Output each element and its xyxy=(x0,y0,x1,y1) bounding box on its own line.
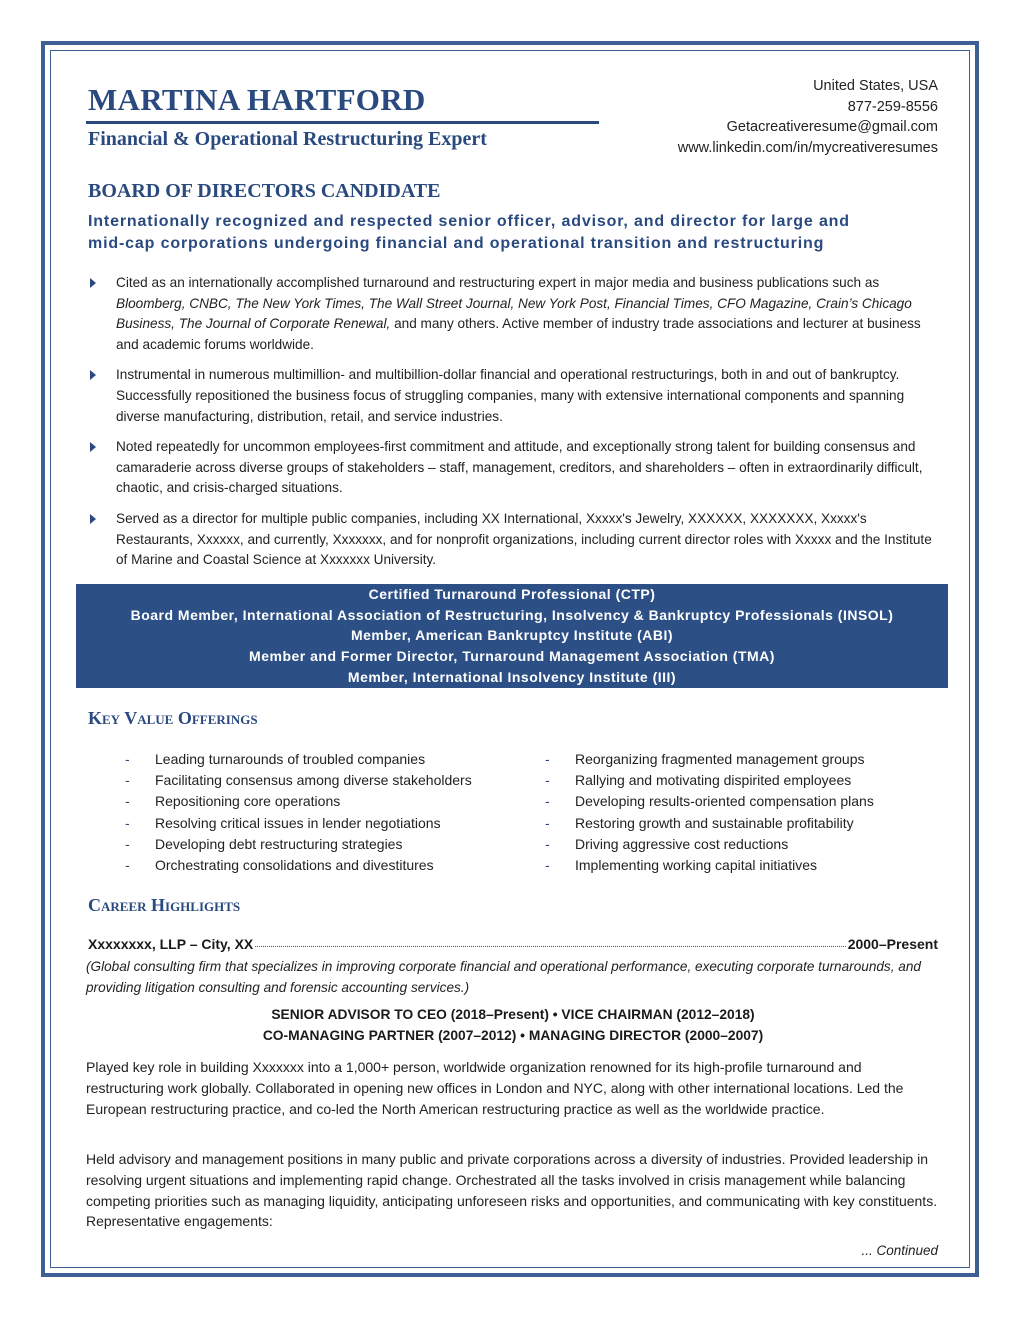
key-value-text: Restoring growth and sustainable profitability xyxy=(575,814,854,831)
continued-note: ... Continued xyxy=(861,1243,938,1258)
key-value-text: Rallying and motivating dispirited employees xyxy=(575,772,852,789)
bullet-text-post: and many others. Active member of industry trade associations and lecturer at business and academic forums worldwide. xyxy=(116,316,921,352)
key-value-item xyxy=(545,813,874,834)
dash-icon: - xyxy=(125,772,130,789)
key-value-text: Orchestrating consolidations and divestitures xyxy=(155,857,434,874)
dash-icon: - xyxy=(545,793,550,810)
bullet-text-pre: Cited as an internationally accomplished turnaround and restructuring expert in major media and business publications such as xyxy=(116,275,880,290)
key-value-item xyxy=(125,834,472,855)
credential-item: Member, American Bankruptcy Institute (ABI) xyxy=(350,627,674,644)
contact-linkedin: www.linkedin.com/in/mycreativeresumes xyxy=(677,139,938,156)
dash-icon: - xyxy=(125,857,130,874)
key-value-text: Developing results-oriented compensation plans xyxy=(575,793,874,810)
key-value-text: Facilitating consensus among diverse stakeholders xyxy=(155,772,472,789)
summary-bullet xyxy=(90,365,946,427)
company-name: Xxxxxxxx, LLP – City, XX xyxy=(88,936,254,952)
key-value-text: Reorganizing fragmented management groups xyxy=(575,751,865,767)
key-value-item xyxy=(545,855,874,876)
key-value-text: Resolving critical issues in lender negotiations xyxy=(155,814,441,831)
key-value-text: Leading turnarounds of troubled companies xyxy=(155,751,426,767)
key-value-text: Developing debt restructuring strategies xyxy=(155,835,403,852)
key-value-list-right xyxy=(545,749,874,876)
summary-bullet xyxy=(90,437,946,499)
career-paragraph-2: Held advisory and management positions in many public and private corporations across a diversity of industries. Provided leadership in resolving urgent situations and implementing rapid change. Orchestrated all the tasks involved in crisis management while balancing competing priorities such as managing liquidity, anticipating unforeseen risks and opportunities, and communicating with key constituents. Representative engagements: xyxy=(86,1151,938,1230)
credentials-box xyxy=(76,584,948,688)
key-value-item xyxy=(125,749,472,770)
key-value-list-left xyxy=(125,749,472,876)
dash-icon: - xyxy=(545,814,550,831)
contact-email: Getacreativeresume@gmail.com xyxy=(726,119,938,135)
credential-item: Member and Former Director, Turnaround Management Association (TMA) xyxy=(249,648,775,665)
credential-item: Member, International Insolvency Institute (III) xyxy=(347,668,677,685)
credential-item: Certified Turnaround Professional (CTP) xyxy=(368,586,656,602)
bullet-arrow-icon xyxy=(90,278,96,288)
headline-tagline: Financial & Operational Restructuring Expert xyxy=(88,128,487,150)
job-dates: 2000–Present xyxy=(847,936,938,952)
contact-phone: 877-259-8556 xyxy=(847,98,938,115)
dotted-leader xyxy=(255,936,845,947)
key-value-item xyxy=(545,791,874,812)
dash-icon: - xyxy=(125,751,130,767)
bullet-arrow-icon xyxy=(90,370,96,380)
key-value-text: Driving aggressive cost reductions xyxy=(575,835,789,852)
summary-bullets xyxy=(90,273,946,581)
summary-lead xyxy=(88,211,948,255)
key-value-item xyxy=(545,834,874,855)
bullet-text: Served as a director for multiple public companies, including XX International, Xxxxx's Jewelry, XXXXXX, XXXXXXX, Xxxxx's Restaurants, Xxxxxx, and currently, Xxxxxxx, and for nonprofit organizations, including current director roles with Xxxxx and the Institute of Marine and Coastal Science at Xxxxxxx University. xyxy=(116,510,932,568)
publication-list: Bloomberg, CNBC, The New York Times, The Wall Street Journal, New York Post, Financial Times, CFO Magazine, Crain’s Chicago Business, The Journal of Corporate Renewal, xyxy=(116,295,912,332)
career-paragraph-1: Played key role in building Xxxxxxx into a 1,000+ person, worldwide organization renowned for its high-profile turnaround and restructuring work globally. Collaborated in opening new offices in London and NYC, along with other international locations. Led the European restructuring practice, and co-led the North American restructuring practice as well as the worldwide practice. xyxy=(86,1059,904,1117)
contact-location: United States, USA xyxy=(813,78,938,94)
key-value-item xyxy=(125,791,472,812)
key-value-item xyxy=(125,813,472,834)
dash-icon: - xyxy=(125,793,130,810)
summary-bullet xyxy=(90,509,946,571)
key-value-item xyxy=(545,749,874,770)
dash-icon: - xyxy=(125,814,130,831)
company-description: (Global consulting firm that specializes in improving corporate financial and operational performance, executing corporate turnarounds, and providing litigation consulting and forensic accounting services.) xyxy=(86,959,921,995)
job-titles-line-1: SENIOR ADVISOR TO CEO (2018–Present) • VICE CHAIRMAN (2012–2018) xyxy=(271,1007,755,1022)
key-value-text: Implementing working capital initiatives xyxy=(575,857,817,874)
key-value-item xyxy=(125,855,472,876)
credential-item: Board Member, International Association of Restructuring, Insolvency & Bankruptcy Professionals (INSOL) xyxy=(130,606,894,623)
bullet-text: Noted repeatedly for uncommon employees-first commitment and attitude, and exceptionally strong talent for building consensus and camaraderie across diverse groups of stakeholders – staff, management, creditors, and shareholders – often in extraordinarily difficult, chaotic, and crisis-charged situations. xyxy=(116,439,923,496)
career-highlights-heading: Career Highlights xyxy=(88,895,241,915)
contact-block xyxy=(678,76,938,158)
dash-icon: - xyxy=(125,835,130,852)
bullet-arrow-icon xyxy=(90,514,96,524)
job-titles-line-2: CO-MANAGING PARTNER (2007–2012) • MANAGING DIRECTOR (2000–2007) xyxy=(262,1027,764,1043)
dash-icon: - xyxy=(545,772,550,789)
key-value-item xyxy=(545,770,874,791)
dash-icon: - xyxy=(545,751,550,767)
key-value-text: Repositioning core operations xyxy=(155,793,341,810)
board-candidate-heading: BOARD OF DIRECTORS CANDIDATE xyxy=(88,180,441,202)
summary-bullet xyxy=(90,273,946,355)
dash-icon: - xyxy=(545,857,550,874)
name-underline xyxy=(86,121,599,124)
job-header xyxy=(88,936,938,952)
candidate-name: MARTINA HARTFORD xyxy=(88,82,426,117)
key-value-item xyxy=(125,770,472,791)
bullet-arrow-icon xyxy=(90,442,96,452)
summary-lead-line-1: Internationally recognized and respected senior officer, advisor, and director for large and xyxy=(88,213,850,230)
bullet-text: Instrumental in numerous multimillion- and multibillion-dollar financial and operational restructurings, both in and out of bankruptcy. Successfully repositioned the business focus of struggling companies, many with extensive international components and spanning diverse manufacturing, distribution, retail, and service industries. xyxy=(116,367,905,424)
job-titles xyxy=(88,1005,938,1046)
dash-icon: - xyxy=(545,835,550,852)
key-value-heading: Key Value Offerings xyxy=(88,708,258,728)
summary-lead-line-2: mid-cap corporations undergoing financial and operational transition and restructuring xyxy=(88,235,825,252)
